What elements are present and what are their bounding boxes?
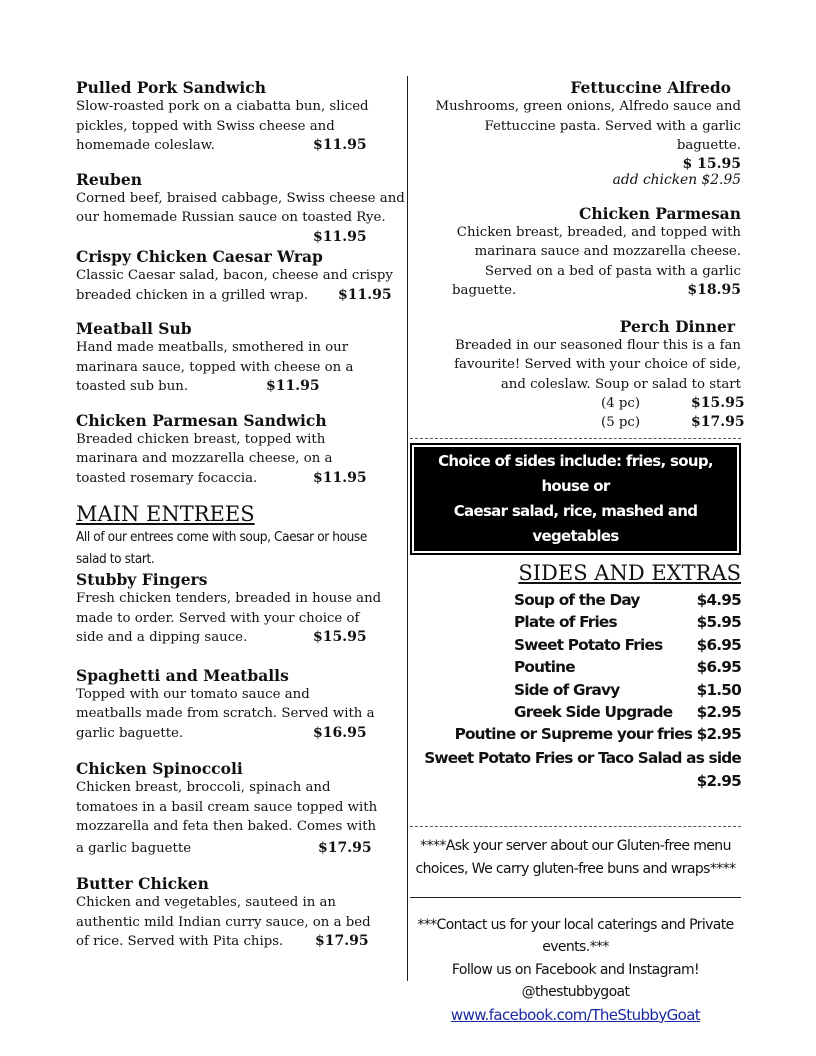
- item-name: Pulled Pork Sandwich: [76, 78, 266, 97]
- item-desc-line: made to order. Served with your choice of: [76, 610, 360, 626]
- item-desc-line: our homemade Russian sauce on toasted Rye.: [76, 210, 386, 225]
- menu-item-chicken-parmesan: [410, 204, 741, 301]
- item-name: Perch Dinner: [619, 316, 735, 336]
- item-desc-line: marinara sauce, topped with cheese on a: [76, 359, 354, 375]
- left-column: [76, 78, 408, 966]
- dashed-divider: [410, 438, 741, 439]
- item-price: $15.95: [313, 629, 367, 645]
- right-column: [410, 78, 745, 1027]
- perch-price: $17.95: [691, 414, 745, 430]
- perch-option: [410, 413, 745, 432]
- menu-item-perch-dinner: [410, 316, 745, 433]
- extra-row: Sweet Potato Fries or Taco Salad as side $2.95: [424, 748, 741, 791]
- perch-option: [410, 394, 745, 413]
- sides-list: [514, 589, 741, 723]
- item-desc-row: [76, 628, 408, 648]
- item-desc-line: Corned beef, braised cabbage, Swiss cheese and: [76, 190, 405, 206]
- item-desc-line: and coleslaw. Soup or salad to start: [500, 376, 741, 392]
- contact-line: events.***: [542, 939, 609, 956]
- main-entrees-note: [76, 526, 408, 570]
- side-price: $5.95: [696, 613, 741, 632]
- side-row: [514, 679, 741, 701]
- item-name: Fettuccine Alfredo: [570, 78, 731, 97]
- item-name: Butter Chicken: [76, 874, 209, 893]
- item-name: Chicken Parmesan Sandwich: [76, 410, 327, 430]
- item-price: $ 15.95: [682, 155, 741, 172]
- item-desc-line: of rice. Served with Pita chips.: [76, 934, 284, 949]
- side-name: Sweet Potato Fries: [514, 635, 663, 654]
- side-row: [514, 589, 741, 611]
- item-price: $11.95: [313, 137, 367, 153]
- contact-section: [410, 914, 741, 1028]
- item-price: $17.95: [315, 933, 369, 949]
- item-name: Spaghetti and Meatballs: [76, 665, 289, 685]
- item-name: Chicken Spinoccoli: [76, 759, 243, 778]
- item-price: $11.95: [338, 286, 392, 303]
- item-desc-line: authentic mild Indian curry sauce, on a bed: [76, 914, 371, 930]
- item-desc-line: pickles, topped with Swiss cheese and: [76, 118, 335, 134]
- item-desc-line: Topped with our tomato sauce and: [76, 686, 310, 702]
- item-price: $16.95: [313, 724, 367, 741]
- item-price: $11.95: [313, 228, 367, 245]
- sides-extras-title: SIDES AND EXTRAS: [518, 561, 741, 585]
- perch-qty: (4 pc): [601, 396, 641, 411]
- perch-qty: (5 pc): [601, 415, 641, 430]
- menu-item-pulled-pork: [76, 78, 408, 156]
- item-desc-line: Breaded chicken breast, topped with: [76, 431, 326, 447]
- item-desc-line: Classic Caesar salad, bacon, cheese and crispy: [76, 268, 393, 283]
- item-desc-row: [76, 377, 408, 397]
- menu-item-reuben: [76, 170, 408, 248]
- menu-item-stubby-fingers: [76, 570, 408, 648]
- gluten-note-line: ****Ask your server about our Gluten-free menu: [420, 837, 731, 854]
- contact-line: ***Contact us for your local caterings and Private: [417, 916, 734, 933]
- item-desc-line: Mushrooms, green onions, Alfredo sauce and: [435, 99, 741, 114]
- item-desc-line: Chicken breast, breaded, and topped with: [456, 224, 741, 240]
- item-price: $18.95: [687, 282, 741, 298]
- item-desc-line: mozzarella and feta then baked. Comes with: [76, 819, 377, 834]
- item-desc-row: [76, 286, 408, 306]
- menu-item-meatball-sub: [76, 319, 408, 397]
- item-name: Meatball Sub: [76, 319, 192, 338]
- menu-item-spinoccoli: [76, 759, 408, 858]
- item-desc-line: marinara and mozzarella cheese, on a: [76, 451, 333, 466]
- item-name: Chicken Parmesan: [579, 203, 741, 223]
- facebook-link[interactable]: www.facebook.com/TheStubbyGoat: [450, 1005, 701, 1024]
- item-desc-line: Fresh chicken tenders, breaded in house and: [76, 591, 382, 606]
- item-desc-row: [76, 469, 408, 489]
- item-name: Stubby Fingers: [76, 570, 208, 589]
- item-desc-line: Hand made meatballs, smothered in our: [76, 340, 349, 355]
- sides-choice-box: [414, 447, 737, 551]
- item-desc-row: [76, 136, 408, 156]
- menu-item-spaghetti: [76, 666, 408, 744]
- item-desc-line: marinara sauce and mozzarella cheese.: [474, 244, 741, 259]
- item-desc-line: toasted sub bun.: [76, 379, 189, 394]
- menu-item-parmesan-sandwich: [76, 411, 408, 489]
- item-desc-line: Chicken and vegetables, sauteed in an: [76, 895, 336, 910]
- contact-line: Follow us on Facebook and Instagram! @thestubbygoat: [451, 961, 700, 1001]
- extra-row: Poutine or Supreme your fries $2.95: [454, 725, 741, 744]
- menu-item-fettuccine: [410, 78, 741, 188]
- side-name: Poutine: [514, 658, 575, 677]
- item-desc-line: toasted rosemary focaccia.: [76, 470, 258, 486]
- item-price: $11.95: [266, 378, 320, 394]
- add-chicken-note: add chicken $2.95: [612, 171, 741, 188]
- side-row: [514, 656, 741, 678]
- side-name: Plate of Fries: [514, 613, 617, 632]
- item-price: $11.95: [313, 469, 367, 486]
- side-name: Soup of the Day: [514, 591, 640, 609]
- item-desc-line: tomatoes in a basil cream sauce topped with: [76, 799, 378, 815]
- side-price: $2.95: [696, 703, 741, 722]
- item-desc-line: meatballs made from scratch. Served with a: [76, 706, 375, 721]
- item-desc-line: garlic baguette.: [76, 725, 184, 741]
- item-desc-line: Breaded in our seasoned flour this is a fan: [455, 337, 741, 353]
- side-row: [514, 634, 741, 656]
- item-desc-line: a garlic baguette: [76, 840, 192, 856]
- item-desc-line: baguette.: [452, 283, 517, 298]
- perch-price: $15.95: [691, 395, 745, 411]
- item-desc-row: [76, 228, 408, 248]
- side-row: [514, 701, 741, 723]
- item-desc-line: breaded chicken in a grilled wrap.: [76, 287, 309, 303]
- item-price: $17.95: [318, 839, 372, 856]
- item-desc-row: [76, 932, 408, 952]
- side-price: $6.95: [696, 658, 741, 677]
- dashed-divider: [410, 826, 741, 827]
- side-price: $6.95: [696, 635, 741, 654]
- side-price: $4.95: [696, 591, 741, 609]
- item-desc-line: Fettuccine pasta. Served with a garlic: [484, 118, 741, 134]
- menu-item-caesar-wrap: [76, 247, 408, 305]
- sides-choice-line: Caesar salad, rice, mashed and vegetables: [453, 502, 698, 545]
- item-desc-row: [76, 839, 408, 859]
- item-desc-line: Chicken breast, broccoli, spinach and: [76, 780, 331, 795]
- note-line: salad to start.: [76, 551, 155, 567]
- side-name: Greek Side Upgrade: [514, 703, 673, 722]
- side-name: Side of Gravy: [514, 680, 620, 699]
- side-price: $1.50: [696, 680, 741, 699]
- gluten-note-line: choices, We carry gluten-free buns and wraps****: [415, 860, 736, 877]
- solid-divider: [410, 897, 741, 898]
- item-desc-line: homemade coleslaw.: [76, 138, 215, 153]
- item-name: Reuben: [76, 169, 142, 189]
- item-desc-line: Served on a bed of pasta with a garlic: [484, 263, 741, 279]
- item-desc-line: Slow-roasted pork on a ciabatta bun, sliced: [76, 99, 369, 114]
- item-desc-row: [76, 724, 408, 744]
- item-desc-line: side and a dipping sauce.: [76, 630, 248, 645]
- gluten-free-note: [410, 835, 741, 881]
- item-desc-line: favourite! Served with your choice of side,: [454, 357, 741, 372]
- item-desc-row: [410, 281, 741, 301]
- menu-item-butter-chicken: [76, 874, 408, 952]
- item-desc-line: baguette.: [676, 138, 741, 153]
- main-entrees-title: MAIN ENTREES: [76, 502, 255, 526]
- side-row: [514, 611, 741, 633]
- note-line: All of our entrees come with soup, Caesar or house: [76, 529, 367, 545]
- sides-choice-line: Choice of sides include: fries, soup, house or: [438, 452, 713, 495]
- item-name: Crispy Chicken Caesar Wrap: [76, 247, 323, 266]
